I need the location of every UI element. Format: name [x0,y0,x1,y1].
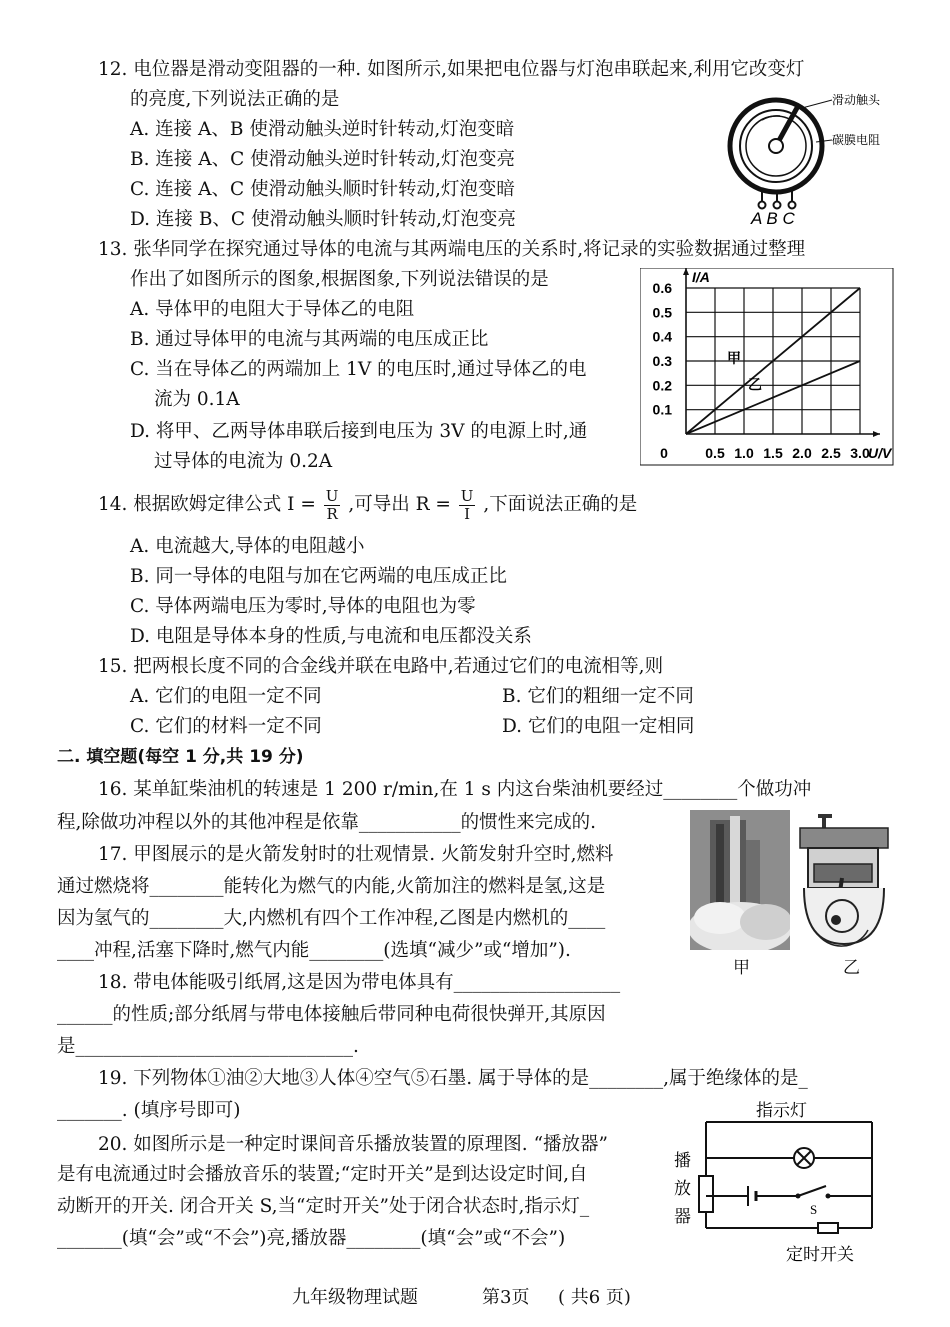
q14-option-b: B. 同一导体的电阻与加在它两端的电压成正比 [130,566,507,587]
q18-line2: ______的性质;部分纸屑与带电体接触后带同种电荷很快弹开,其原因 [57,1004,606,1025]
q12-stem-line1: 12. 电位器是滑动变阻器的一种. 如图所示,如果把电位器与灯泡串联起来,利用它改变灯 [98,59,805,80]
section-title: 二. 填空题(每空 1 分,共 19 分) [57,747,304,767]
footer-total: ( 共6 页) [558,1287,631,1308]
footer-page: 第3页 [482,1287,530,1308]
x-tick-label: 2.5 [821,445,841,461]
q14-stem-b: ,可导出 R = [348,494,451,515]
y-tick-label: 0.4 [652,328,672,345]
q12-option-a: A. 连接 A、B 使滑动触头逆时针转动,灯泡变暗 [130,119,515,140]
q20-line4: _______(填“会”或“不会”)亮,播放器________(填“会”或“不会”) [57,1228,566,1249]
q14-stem-a: 14. 根据欧姆定律公式 I = [98,494,316,515]
label-timer-switch: 定时开关 [786,1245,854,1265]
label-player-2: 放 [674,1179,691,1199]
potentiometer-figure [722,90,898,230]
caption-yi: 乙 [843,958,860,978]
y-tick-label: 0.5 [652,304,672,321]
x-tick-label: 1.0 [734,445,754,461]
caption-jia: 甲 [733,958,750,978]
x-axis-label: U/V [868,445,892,461]
label-switch-s: S [810,1202,818,1217]
q13-option-d-line1: D. 将甲、乙两导体串联后接到电压为 3V 的电源上时,通 [130,421,588,442]
q13-option-c-line2: 流为 0.1A [154,389,240,410]
q15-option-c: C. 它们的材料一定不同 [130,716,322,737]
q12-option-c: C. 连接 A、C 使滑动触头顺时针转动,灯泡变暗 [130,179,515,200]
label-player-1: 播 [674,1151,691,1171]
q15-option-b: B. 它们的粗细一定不同 [502,686,694,707]
q16-line1: 16. 某单缸柴油机的转速是 1 200 r/min,在 1 s 内这台柴油机要经过________个做功冲 [98,779,812,800]
q14-option-a: A. 电流越大,导体的电阻越小 [130,536,365,557]
q17-line4: ____冲程,活塞下降时,燃气内能________(选填“减少”或“增加”). [57,940,571,961]
series-label-1: 甲 [727,351,741,367]
q15-option-d: D. 它们的电阻一定相同 [502,716,695,737]
label-indicator: 指示灯 [756,1101,807,1121]
q16-line2: 程,除做功冲程以外的其他冲程是依靠___________的惯性来完成的. [57,812,597,833]
iv-chart [640,268,894,466]
q17-line3: 因为氢气的________大,内燃机有四个工作冲程,乙图是内燃机的____ [57,908,606,929]
label-player-3: 器 [674,1207,691,1227]
q13-stem-line1: 13. 张华同学在探究通过导体的电流与其两端电压的关系时,将记录的实验数据通过整理 [98,239,806,260]
y-axis-label: I/A [692,269,710,285]
q14-stem-c: ,下面说法正确的是 [483,494,638,515]
q15-option-a: A. 它们的电阻一定不同 [130,686,322,707]
q19-line1: 19. 下列物体①油②大地③人体④空气⑤石墨. 属于导体的是________,属于绝缘体的是_ [98,1068,808,1089]
y-tick-label: 0.3 [652,353,672,369]
q20-line1: 20. 如图所示是一种定时课间音乐播放装置的原理图. “播放器” [98,1134,608,1155]
x-tick-label: 3.0 [850,445,870,461]
fraction-u-over-i: $\frac{U}{I}$ [460,486,474,523]
footer-title: 九年级物理试题 [292,1287,418,1308]
label-resistor: 碳膜电阻 [832,133,881,147]
q19-line2: _______. (填序号即可) [57,1100,241,1121]
y-axis-arrow [683,268,689,275]
x-tick-label: 2.0 [792,445,812,461]
label-slider: 滑动触头 [832,93,881,107]
q20-line2: 是有电流通过时会播放音乐的装置;“定时开关”是到达设定时间,自 [57,1164,588,1185]
q13-option-a: A. 导体甲的电阻大于导体乙的电阻 [130,299,415,320]
q13-option-d-line2: 过导体的电流为 0.2A [154,451,333,472]
q14-option-d: D. 电阻是导体本身的性质,与电流和电压都没关系 [130,626,532,647]
q18-line3: 是______________________________. [57,1036,359,1057]
timer-circuit-figure [668,1100,894,1270]
y-tick-label: 0.1 [652,401,672,418]
q13-option-b: B. 通过导体甲的电流与其两端的电压成正比 [130,329,489,350]
q14-option-c: C. 导体两端电压为零时,导体的电阻也为零 [130,596,476,617]
series-label-2: 乙 [748,377,762,394]
q13-option-c-line1: C. 当在导体乙的两端加上 1V 的电压时,通过导体乙的电 [130,359,587,380]
x-tick-label: 1.5 [763,445,783,461]
q12-option-b: B. 连接 A、C 使滑动触头逆时针转动,灯泡变亮 [130,149,516,170]
x-tick-label: 0.5 [705,445,725,461]
rocket-launch-photo [690,810,790,950]
q14-stem [98,485,637,525]
q17-line2: 通过燃烧将________能转化为燃气的内能,火箭加注的燃料是氢,这是 [57,876,606,897]
q13-stem-line2: 作出了如图所示的图象,根据图象,下列说法错误的是 [130,269,549,290]
terminal-labels: A B C [751,209,795,228]
fraction-u-over-r: $\frac{U}{R}$ [325,486,339,523]
y-tick-label: 0.6 [652,280,672,296]
q12-stem-line2: 的亮度,下列说法正确的是 [130,89,340,110]
x-axis-arrow [873,431,880,437]
q12-option-d: D. 连接 B、C 使滑动触头顺时针转动,灯泡变亮 [130,209,516,230]
q18-line1: 18. 带电体能吸引纸屑,这是因为带电体具有__________________ [98,972,621,993]
q20-line3: 动断开的开关. 闭合开关 S,当“定时开关”处于闭合状态时,指示灯_ [57,1196,590,1217]
q17-line1: 17. 甲图展示的是火箭发射时的壮观情景. 火箭发射升空时,燃料 [98,844,614,865]
q15-stem: 15. 把两根长度不同的合金线并联在电路中,若通过它们的电流相等,则 [98,656,664,677]
origin-label: 0 [660,445,668,461]
engine-diagram [792,812,896,952]
y-tick-label: 0.2 [652,377,672,394]
